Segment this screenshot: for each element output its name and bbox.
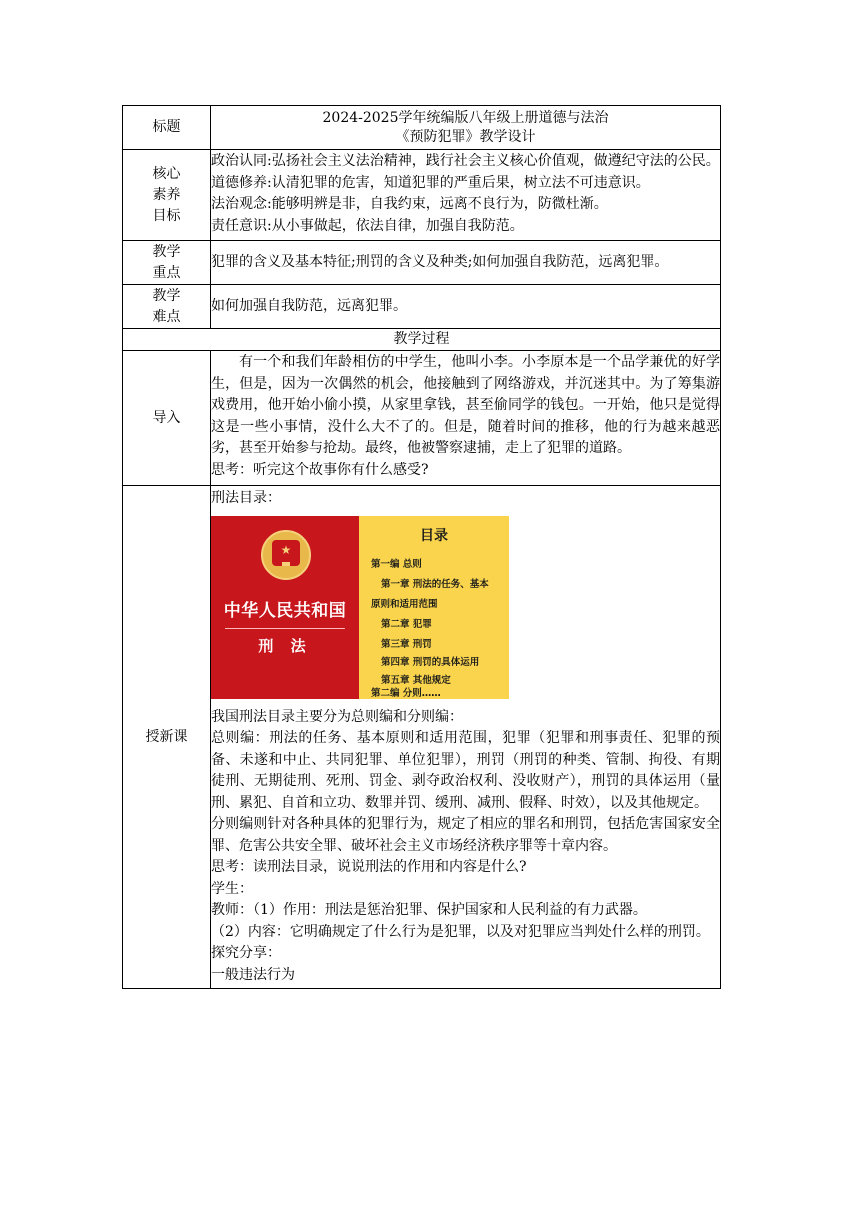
goal-legal: 法治观念:能够明辨是非，自我约束，远离不良行为，防微杜渐。 xyxy=(211,196,608,212)
difficulty-content: 如何加强自我防范，远离犯罪。 xyxy=(211,285,721,329)
core-goals-label: 核心 素养 目标 xyxy=(123,150,211,241)
intro-content xyxy=(211,351,721,486)
lesson-label: 授新课 xyxy=(123,486,211,989)
intro-label: 导入 xyxy=(123,351,211,486)
goal-moral: 道德修养:认清犯罪的危害，知道犯罪的严重后果，树立法不可违意识。 xyxy=(211,174,650,191)
toc-line: 第一编 总则 xyxy=(371,558,422,570)
toc-line: 第五章 其他规定 xyxy=(381,674,451,686)
core-goals-content xyxy=(211,150,721,241)
core-goals-row xyxy=(123,150,721,241)
process-header: 教学过程 xyxy=(123,329,721,351)
national-emblem-icon: ★ xyxy=(261,530,311,580)
toc-line: 第三章 刑罚 xyxy=(381,638,432,650)
difficulty-row xyxy=(123,285,721,329)
focus-row xyxy=(123,241,721,285)
paragraph: 探究分享： xyxy=(211,945,281,961)
paragraph: 一般违法行为 xyxy=(211,966,295,983)
paragraph: 我国刑法目录主要分为总则编和分则编： xyxy=(211,708,463,725)
title-row xyxy=(123,106,721,150)
criminal-law-book-image xyxy=(211,516,509,699)
paragraph: 学生： xyxy=(211,880,253,897)
focus-content: 犯罪的含义及基本特征;刑罚的含义及种类;如何加强自我防范，远离犯罪。 xyxy=(211,241,721,285)
book-toc xyxy=(359,516,509,699)
title-line-2: 《预防犯罪》教学设计 xyxy=(395,128,536,145)
focus-label: 教学 重点 xyxy=(123,241,211,285)
title-label: 标题 xyxy=(123,106,211,150)
paragraph: （2）内容：它明确规定了什么行为是犯罪，以及对犯罪应当判处什么样的刑罚。 xyxy=(211,923,710,940)
lesson-content xyxy=(211,486,721,989)
goal-responsibility: 责任意识:从小事做起，依法自律，加强自我防范。 xyxy=(211,217,524,234)
paragraph: 思考：读刑法目录，说说刑法的作用和内容是什么? xyxy=(211,859,527,875)
book-cover-subtitle: 刑 法 xyxy=(258,636,312,655)
toc-line: 第二章 犯罪 xyxy=(381,618,432,630)
goal-political: 政治认同:弘扬社会主义法治精神，践行社会主义核心价值观，做遵纪守法的公民。 xyxy=(211,153,720,169)
intro-story: 有一个和我们年龄相仿的中学生，他叫小李。小李原本是一个品学兼优的好学生，但是，因为一次偶然的机会，他接触到了网络游戏，并沉迷其中。为了筹集游戏费用，他开始小偷小摸，从家里拿钱，甚至偷同学的钱包。一开始，他只是觉得这是一些小事情，没什么大不了的。但是，随着时间的推移，他的行为越来越恶劣，甚至开始参与抢劫。最终，他被警察逮捕，走上了犯罪的道路。 xyxy=(211,354,720,456)
toc-line: 第四章 刑罚的具体运用 xyxy=(381,656,480,668)
toc-line: 第一章 刑法的任务、基本 xyxy=(381,578,489,590)
paragraph: 分则编则针对各种具体的犯罪行为，规定了相应的罪名和刑罚，包括危害国家安全罪、危害公共安全罪、破坏社会主义市场经济秩序罪等十章内容。 xyxy=(211,816,720,854)
lesson-row xyxy=(123,486,721,989)
intro-row xyxy=(123,351,721,486)
title-line-1: 2024-2025学年统编版八年级上册道德与法治 xyxy=(322,109,609,126)
lesson-plan-table xyxy=(122,105,721,989)
toc-line: 原则和适用范围 xyxy=(371,598,438,610)
process-header-row xyxy=(123,329,721,351)
book-cover-title: 中华人民共和国 xyxy=(223,600,347,621)
intro-question: 思考：听完这个故事你有什么感受? xyxy=(211,461,429,478)
toc-line: 第二编 分则…… xyxy=(371,687,441,699)
paragraph: 教师：（1）作用：刑法是惩治犯罪、保护国家和人民利益的有力武器。 xyxy=(211,902,647,918)
title-cell xyxy=(211,106,721,150)
book-cover xyxy=(211,516,359,699)
toc-heading: 目录 xyxy=(420,527,448,544)
difficulty-label: 教学 难点 xyxy=(123,285,211,329)
paragraph: 总则编：刑法的任务、基本原则和适用范围，犯罪（犯罪和刑事责任、犯罪的预备、未遂和中止、共同犯罪、单位犯罪），刑罚（刑罚的种类、管制、拘役、有期徒刑、无期徒刑、死刑、罚金、剥夺政治权利、没收财产），刑罚的具体运用（量刑、累犯、自首和立功、数罪并罚、缓刑、减刑、假释、时效），以及其他规定。 xyxy=(211,730,720,811)
criminal-law-caption: 刑法目录： xyxy=(211,490,281,506)
